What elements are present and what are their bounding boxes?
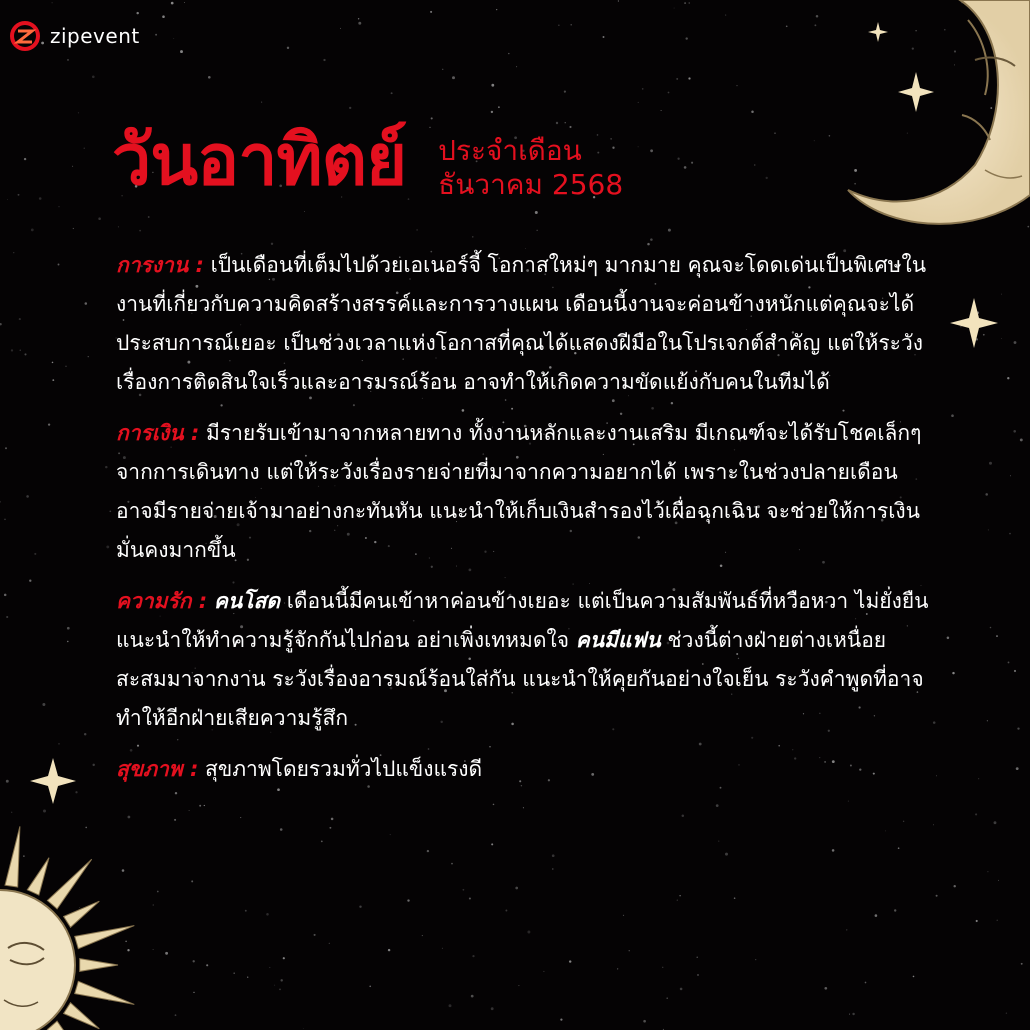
- star-dot: [208, 76, 211, 79]
- star-dot: [359, 905, 361, 907]
- star-dot: [1014, 670, 1016, 672]
- star-dot: [4, 594, 7, 597]
- star-dot: [691, 162, 693, 164]
- star-dot: [718, 841, 719, 842]
- star-dot: [1010, 475, 1011, 476]
- star-dot: [716, 804, 719, 807]
- star-dot: [75, 791, 77, 793]
- star-dot: [498, 106, 500, 108]
- star-dot: [898, 847, 900, 849]
- star-dot: [314, 934, 316, 936]
- health-text: สุขภาพโดยรวมทั่วไปแข็งแรงดี: [198, 757, 483, 781]
- love-single-label: คนโสด: [213, 589, 281, 613]
- star-dot: [885, 830, 886, 831]
- star-dot: [737, 85, 738, 86]
- star-dot: [491, 843, 493, 845]
- star-dot: [852, 1013, 854, 1015]
- work-text: เป็นเดือนที่เต็มไปด้วยเอเนอร์จี้ โอกาสใหม่ๆ มากมาย คุณจะโดดเด่นเป็นพิเศษในงานที่เกี่ยวกับความคิดสร้างสรรค์และการวางแผน เดือนนี้งานจะค่อนข้างหนักแต่คุณจะได้ประสบการณ์เยอะ เป็นช่วงเวลาแห่งโอกาสที่คุณได้แสดงฝีมือในโปรเจกต์สำคัญ แต่ให้ระวังเรื่องการติดสินใจเร็วและอารมรณ์ร้อน อาจทำให้เกิดความขัดแย้งกับคนในทีมได้: [116, 253, 927, 394]
- star-dot: [516, 66, 517, 67]
- horoscope-content: [116, 246, 931, 801]
- star-dot: [442, 948, 443, 949]
- star-dot: [84, 148, 85, 149]
- star-dot: [865, 982, 867, 984]
- sun-ray: [64, 1003, 100, 1029]
- star-dot: [189, 810, 190, 811]
- star-dot: [73, 228, 74, 229]
- star-dot: [174, 819, 176, 821]
- star-dot: [734, 897, 736, 899]
- star-dot: [85, 827, 87, 829]
- star-dot: [175, 1014, 177, 1016]
- star-dot: [674, 8, 675, 9]
- star-dot: [829, 135, 831, 137]
- star-dot: [329, 943, 330, 944]
- subtitle-line-1: ประจำเดือน: [438, 134, 582, 167]
- star-dot: [449, 1004, 452, 1007]
- star-dot: [13, 252, 14, 253]
- star-dot: [321, 840, 323, 842]
- star-dot: [824, 987, 827, 990]
- star-dot: [463, 889, 465, 891]
- star-dot: [26, 495, 29, 498]
- star-dot: [951, 414, 954, 417]
- star-dot: [157, 891, 159, 893]
- star-dot: [552, 868, 553, 869]
- star-dot: [912, 47, 914, 49]
- star-dot: [340, 28, 341, 29]
- star-dot: [832, 849, 835, 852]
- star-dot: [279, 989, 281, 991]
- star-dot: [98, 217, 101, 220]
- star-dot: [72, 166, 73, 167]
- star-dot: [754, 164, 755, 165]
- star-dot: [280, 828, 283, 831]
- star-dot: [1027, 226, 1029, 228]
- star-dot: [155, 34, 157, 36]
- star-dot: [329, 827, 331, 829]
- star-dot: [684, 2, 686, 4]
- love-section: [116, 582, 931, 738]
- sun-ray: [75, 926, 135, 949]
- star-dot: [18, 194, 20, 196]
- star-dot: [953, 885, 955, 887]
- star-dot: [39, 197, 42, 200]
- star-dot: [987, 871, 988, 872]
- star-dot: [92, 764, 94, 766]
- star-dot: [998, 880, 999, 881]
- star-dot: [849, 1014, 850, 1015]
- star-dot: [125, 941, 126, 942]
- star-dot: [184, 2, 185, 3]
- star-dot: [650, 238, 653, 241]
- star-dot: [997, 920, 998, 921]
- star-dot: [697, 974, 698, 975]
- star-dot: [1021, 963, 1023, 965]
- title-block: [112, 112, 623, 208]
- health-label: สุขภาพ :: [116, 757, 199, 781]
- star-dot: [0, 323, 2, 325]
- star-dot: [162, 15, 165, 18]
- star-dot: [34, 553, 36, 555]
- star-dot: [65, 366, 66, 367]
- star-dot: [153, 949, 154, 950]
- star-dot: [127, 949, 129, 951]
- star-dot: [944, 29, 946, 31]
- star-dot: [67, 59, 69, 61]
- star-dot: [153, 904, 154, 905]
- star-dot: [11, 349, 13, 351]
- star-dot: [48, 423, 50, 425]
- star-dot: [617, 968, 618, 969]
- star-dot: [271, 243, 273, 245]
- star-dot: [269, 967, 270, 968]
- star-dot: [650, 149, 653, 152]
- star-dot: [697, 957, 698, 958]
- star-dot: [543, 971, 544, 972]
- star-dot: [954, 64, 955, 65]
- star-dot: [171, 2, 174, 5]
- star-dot: [688, 77, 690, 79]
- star-dot: [369, 985, 371, 987]
- star-dot: [677, 158, 679, 160]
- star-dot: [638, 146, 639, 147]
- star-dot: [647, 243, 650, 246]
- work-label: การงาน :: [116, 253, 204, 277]
- star-dot: [846, 929, 847, 930]
- star-dot: [139, 230, 141, 232]
- star-dot: [204, 805, 205, 806]
- star-dot: [180, 50, 183, 53]
- star-dot: [947, 637, 950, 640]
- star-dot: [23, 855, 24, 856]
- star-dot: [6, 616, 8, 618]
- star-dot: [682, 814, 685, 817]
- star-dot: [19, 318, 21, 320]
- star-dot: [668, 92, 670, 94]
- star-dot: [994, 821, 997, 824]
- star-dot: [638, 102, 639, 103]
- star-dot: [106, 545, 109, 548]
- star-dot: [266, 913, 269, 916]
- star-dot: [274, 985, 275, 986]
- star-dot: [245, 910, 247, 912]
- star-dot: [67, 627, 70, 630]
- star-dot: [854, 183, 856, 185]
- star-dot: [1001, 338, 1002, 339]
- star-dot: [978, 778, 979, 779]
- star-dot: [416, 229, 418, 231]
- star-dot: [642, 88, 644, 90]
- star-dot: [6, 780, 9, 783]
- star-dot: [261, 102, 262, 103]
- star-dot: [523, 807, 524, 808]
- star-dot: [118, 226, 119, 227]
- star-dot: [407, 899, 409, 901]
- star-dot: [472, 955, 474, 957]
- sun-icon: [0, 826, 134, 1030]
- health-section: [116, 750, 931, 789]
- star-dot: [109, 510, 111, 512]
- star-dot: [816, 15, 819, 18]
- money-text: มีรายรับเข้ามาจากหลายทาง ทั้งงานหลักและงานเสริม มีเกณฑ์จะได้รับโชคเล็กๆ จากการเดินทาง แต่ให้ระวังเรื่องรายจ่ายที่มาจากความอยากได้ เพราะในช่วงปลายเดือนอาจมีรายจ่ายเจ้ามาอย่างกะทันหัน แนะนำให้เก็บเงินสำรองไว้เผื่อฉุกเฉิน จะช่วยให้การเงินมั่นคงมากขึ้น: [116, 421, 922, 562]
- star-dot: [358, 22, 361, 25]
- star-dot: [535, 211, 538, 214]
- star-dot: [643, 1020, 646, 1023]
- star-dot: [491, 84, 494, 87]
- star-dot: [933, 824, 934, 825]
- star-dot: [52, 362, 54, 364]
- star-dot: [24, 353, 26, 355]
- star-dot: [751, 111, 754, 114]
- subtitle-line-2: ธันวาคม 2568: [438, 168, 624, 201]
- star-dot: [52, 379, 54, 381]
- star-dot: [67, 641, 68, 642]
- star-dot: [471, 995, 474, 998]
- star-dot: [515, 887, 518, 890]
- star-dot: [303, 1028, 304, 1029]
- star-dot: [52, 2, 53, 3]
- star-dot: [84, 733, 86, 735]
- star-dot: [472, 236, 473, 237]
- star-dot: [686, 37, 688, 39]
- star-dot: [5, 447, 7, 449]
- star-dot: [564, 90, 566, 92]
- star-dot: [766, 177, 768, 179]
- star-dot: [560, 1019, 562, 1021]
- star-dot: [206, 964, 208, 966]
- star-dot: [662, 967, 663, 968]
- star-dot: [990, 627, 992, 629]
- star-dot: [496, 9, 497, 10]
- star-dot: [975, 813, 977, 815]
- star-dot: [936, 895, 938, 897]
- money-label: การเงิน :: [116, 421, 200, 445]
- star-dot: [427, 850, 429, 852]
- star-dot: [952, 672, 954, 674]
- sun-ray: [47, 859, 91, 909]
- sun-ray: [75, 981, 135, 1004]
- star-dot: [287, 47, 289, 49]
- star-dot: [518, 985, 519, 986]
- star-dot: [0, 501, 1, 503]
- star-dot: [689, 2, 690, 3]
- star-dot: [358, 18, 359, 19]
- star-dot: [331, 818, 334, 821]
- star-dot: [1014, 341, 1017, 344]
- star-dot: [990, 107, 992, 109]
- star-dot: [558, 25, 559, 26]
- star-dot: [390, 834, 391, 835]
- star-dot: [24, 158, 26, 160]
- star-dot: [349, 107, 351, 109]
- star-dot: [537, 230, 538, 231]
- star-dot: [875, 914, 878, 917]
- star-dot: [442, 69, 443, 70]
- star-dot: [11, 812, 12, 813]
- star-dot: [1001, 294, 1002, 295]
- star-dot: [680, 988, 683, 991]
- star-dot: [122, 869, 125, 872]
- star-dot: [493, 804, 495, 806]
- star-dot: [954, 50, 956, 52]
- star-dot: [666, 997, 668, 999]
- star-dot: [508, 53, 509, 54]
- star-dot: [173, 38, 174, 39]
- star-dot: [240, 817, 241, 818]
- page-title: วันอาทิตย์: [112, 119, 407, 201]
- star-dot: [913, 976, 915, 978]
- star-dot: [7, 199, 8, 200]
- star-dot: [422, 935, 423, 936]
- star-dot: [92, 75, 95, 78]
- zipevent-logo: [10, 20, 140, 52]
- star-dot: [570, 24, 572, 26]
- star-dot: [1009, 533, 1011, 535]
- star-dot: [58, 264, 60, 266]
- star-dot: [58, 206, 59, 207]
- star-dot: [933, 721, 936, 724]
- star-dot: [1016, 767, 1019, 770]
- star-dot: [58, 743, 59, 744]
- star-dot: [1017, 727, 1019, 729]
- star-dot: [105, 466, 107, 468]
- star-dot: [679, 895, 680, 896]
- star-dot: [491, 1007, 494, 1010]
- star-dot: [388, 949, 390, 951]
- star-dot: [42, 703, 45, 706]
- star-dot: [136, 12, 138, 14]
- star-dot: [903, 821, 904, 822]
- star-dot: [85, 302, 88, 305]
- star-dot: [988, 529, 989, 530]
- love-single-text: เดือนนี้มีคนเข้าหาค่อนข้างเยอะ แต่เป็นความสัมพันธ์ที่หวือหวา ไม่ยั่งยืน แนะนำให้ทำความรู้จักกันไปก่อน อย่าเพิ่งเทหมดใจ: [116, 589, 929, 652]
- star-dot: [976, 920, 978, 922]
- star-dot: [618, 0, 619, 1]
- star-dot: [247, 977, 248, 978]
- star-dot: [725, 853, 728, 856]
- star-dot: [936, 775, 937, 776]
- star-dot: [31, 229, 34, 232]
- star-dot: [391, 92, 393, 94]
- star-dot: [193, 960, 195, 962]
- star-dot: [629, 950, 630, 951]
- star-dot: [661, 110, 662, 111]
- star-dot: [623, 915, 624, 916]
- star-dot: [989, 462, 992, 465]
- star-dot: [191, 880, 193, 882]
- star-dot: [814, 24, 816, 26]
- sun-ray: [64, 901, 100, 927]
- star-dot: [725, 15, 726, 16]
- work-section: [116, 246, 931, 402]
- love-couple-text: ช่วงนี้ต่างฝ่ายต่างเหนื่อยสะสมมาจากงาน ระวังเรื่องอารมณ์ร้อนใส่กัน แนะนำให้คุยกันอย่างใจเย็น ระวังคำพูดที่อาจทำให้อีกฝ่ายเสียความรู้สึก: [116, 628, 924, 730]
- star-dot: [786, 25, 788, 27]
- star-dot: [677, 900, 678, 901]
- page-subtitle: [438, 134, 623, 202]
- star-dot: [505, 910, 507, 912]
- star-dot: [280, 979, 282, 981]
- star-dot: [527, 931, 530, 934]
- star-dot: [452, 76, 455, 79]
- star-dot: [774, 133, 775, 134]
- star-dot: [165, 952, 168, 955]
- star-dot: [20, 350, 21, 351]
- zipevent-logo-icon: [10, 21, 44, 51]
- star-dot: [603, 36, 605, 38]
- star-dot: [1007, 377, 1009, 379]
- star-dot: [304, 211, 305, 212]
- star-dot: [996, 635, 998, 637]
- love-label: ความรัก :: [116, 589, 208, 613]
- star-dot: [676, 78, 678, 80]
- star-dot: [78, 112, 79, 113]
- star-dot: [983, 334, 985, 336]
- star-dot: [79, 907, 80, 908]
- star-dot: [29, 580, 31, 582]
- star-dot: [854, 169, 857, 172]
- star-dot: [430, 11, 432, 13]
- star-dot: [323, 59, 325, 61]
- star-dot: [915, 30, 916, 31]
- star-dot: [128, 816, 131, 819]
- star-dot: [283, 957, 285, 959]
- star-dot: [814, 140, 815, 141]
- sun-ray: [27, 858, 49, 895]
- star-dot: [894, 909, 896, 911]
- star-dot: [469, 897, 471, 899]
- star-dot: [193, 992, 194, 993]
- star-dot: [199, 805, 201, 807]
- star-dot: [668, 229, 671, 232]
- money-section: [116, 414, 931, 570]
- star-dot: [1006, 1013, 1007, 1014]
- star-dot: [4, 519, 5, 520]
- star-dot: [684, 166, 687, 169]
- sun-ray: [5, 826, 20, 887]
- love-couple-label: คนมีแฟน: [575, 628, 661, 652]
- star-dot: [148, 216, 150, 218]
- star-dot: [985, 493, 988, 496]
- brand-name: zipevent: [50, 24, 140, 48]
- star-dot: [451, 863, 453, 865]
- sun-ray: [80, 959, 118, 972]
- star-dot: [569, 960, 571, 962]
- star-dot: [987, 720, 988, 721]
- star-dot: [755, 959, 756, 960]
- star-dot: [88, 356, 89, 357]
- star-dot: [907, 133, 908, 134]
- star-dot: [43, 810, 46, 813]
- star-dot: [1008, 661, 1010, 663]
- star-dot: [1013, 430, 1016, 433]
- star-dot: [1020, 438, 1023, 441]
- star-dot: [552, 854, 555, 857]
- star-dot: [233, 972, 235, 974]
